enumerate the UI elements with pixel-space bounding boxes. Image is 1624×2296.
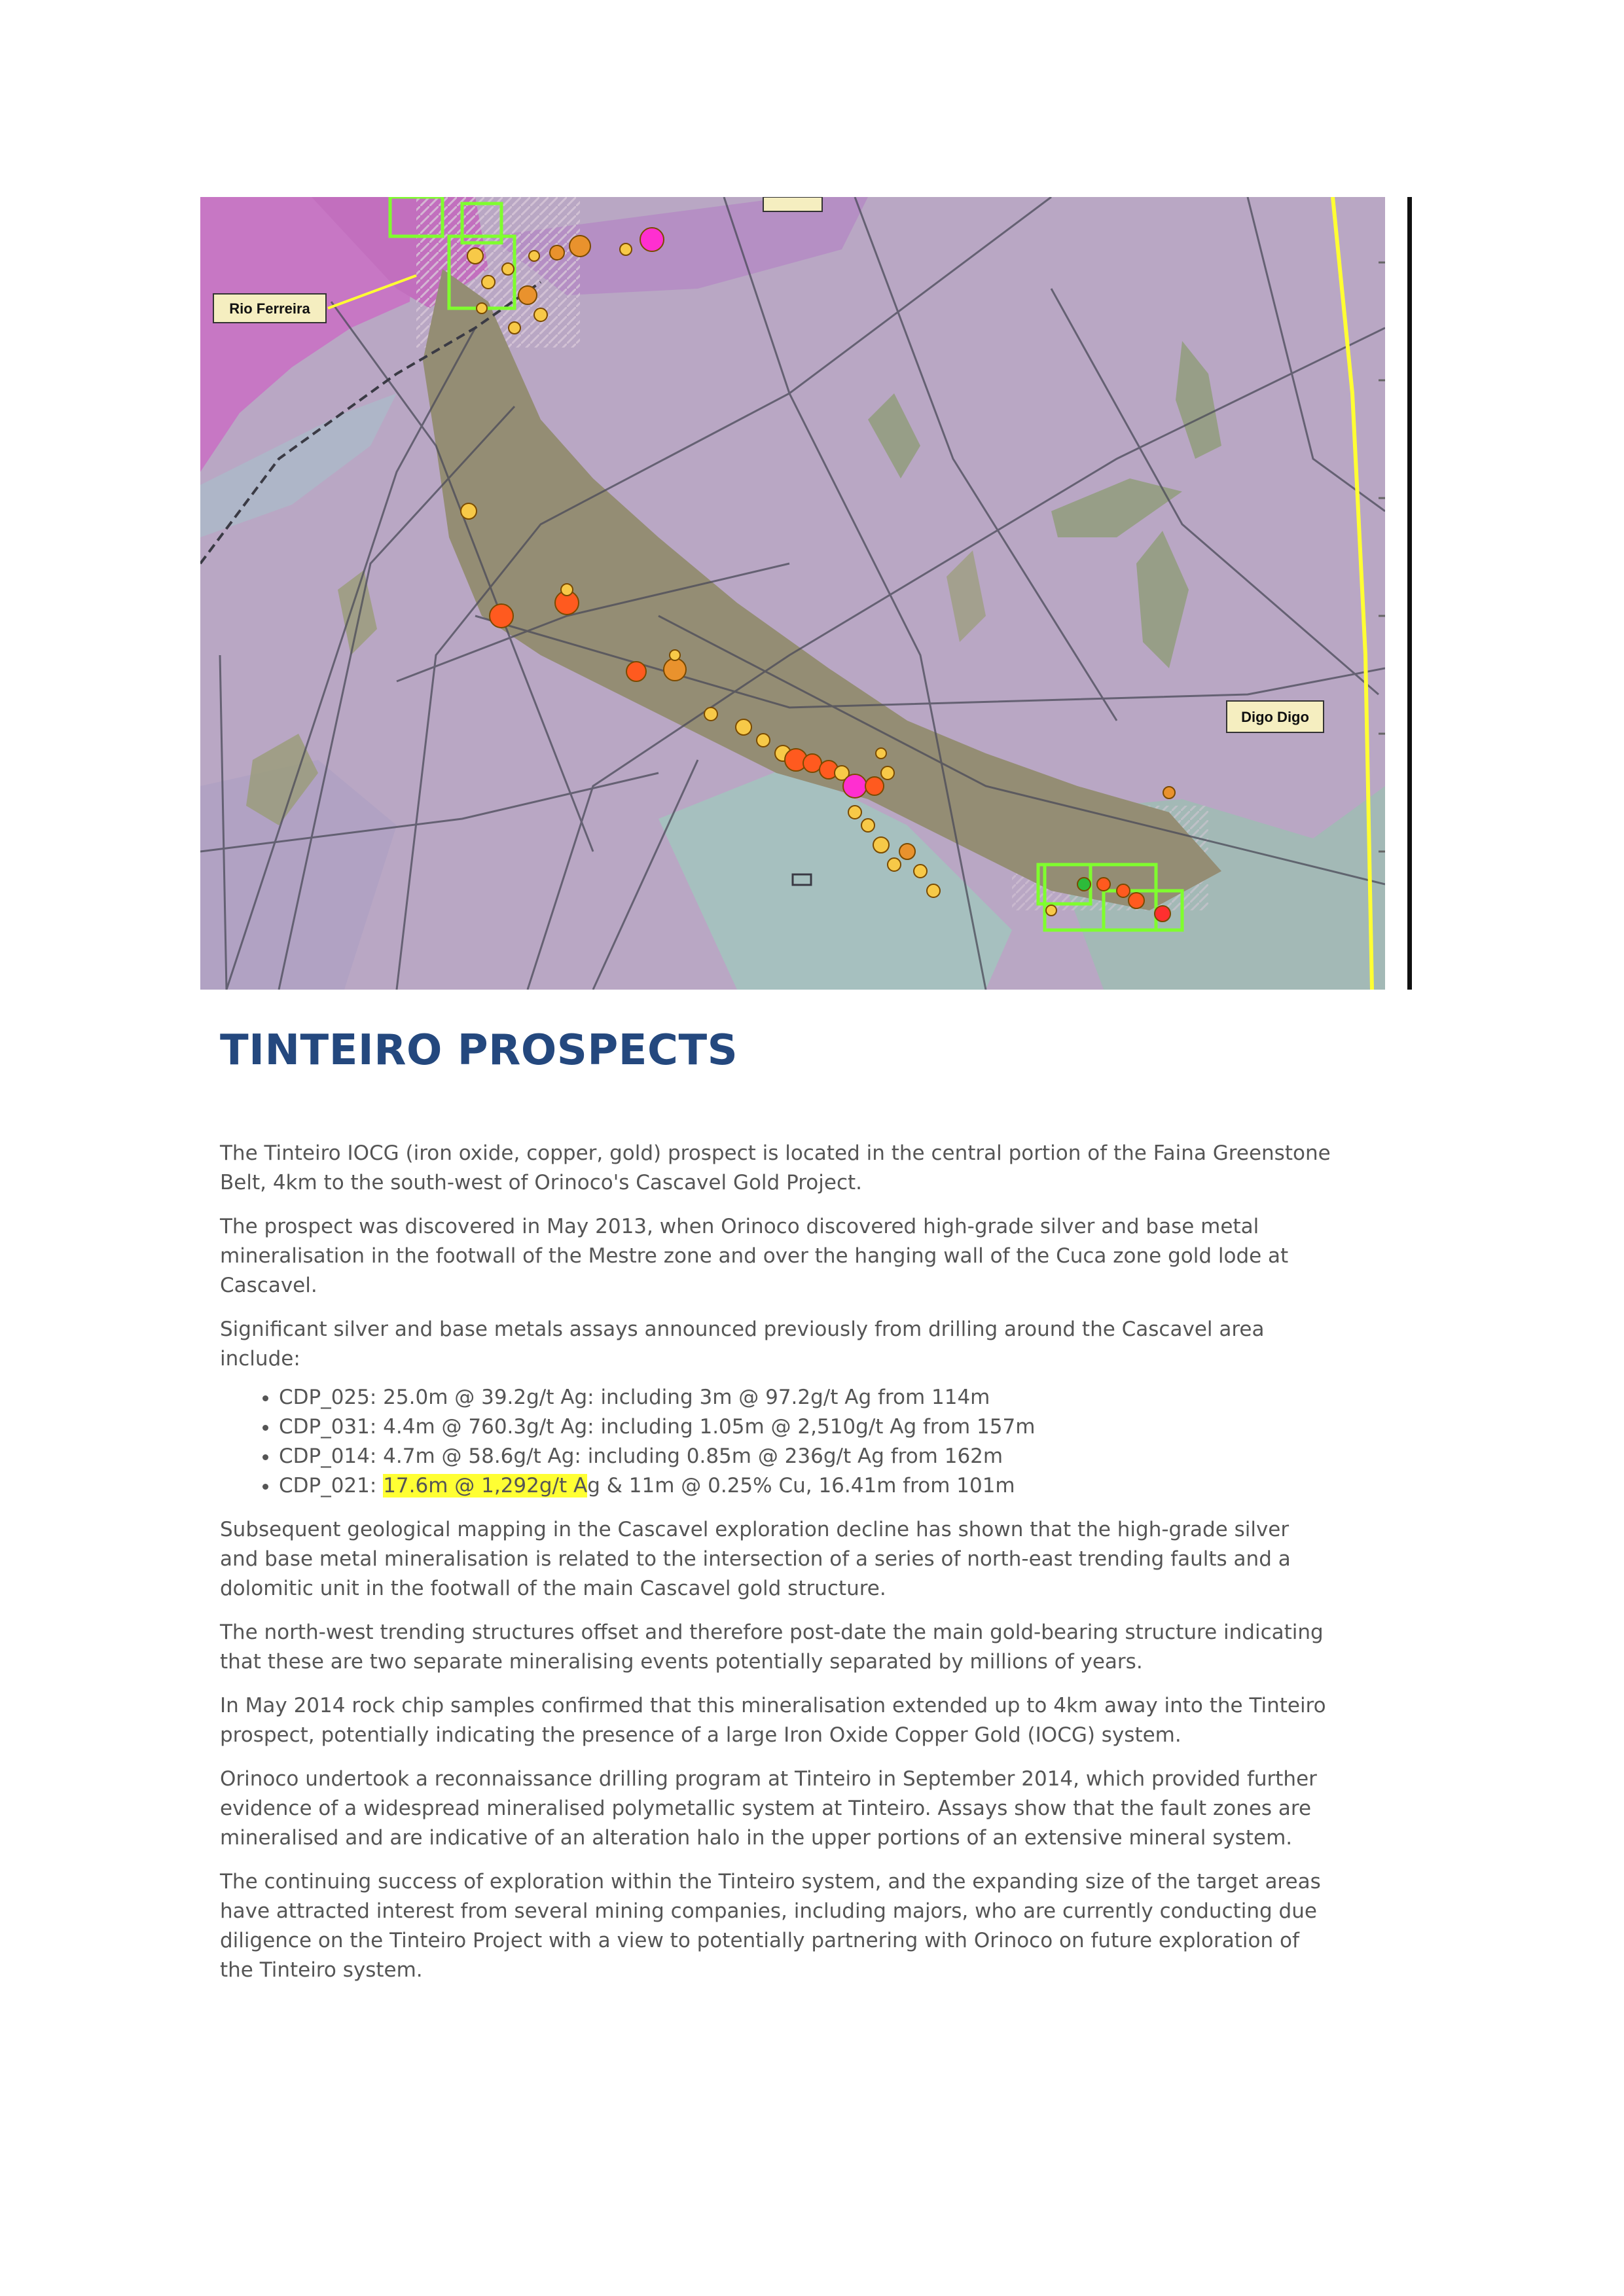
map-label-digo-digo: Digo Digo: [1241, 709, 1309, 725]
map-label-rio-ferreira: Rio Ferreira: [229, 300, 310, 317]
label-box-top: [763, 197, 822, 211]
paragraph: Orinoco undertook a reconnaissance drilling program at Tinteiro in September 2014, which provided further evidence of a widespread mineralised polymetallic system at Tinteiro. Assays show that the fault zones are mineralised and are indicative of an alteration halo in the upper portions of an extensive mineral system.: [220, 1767, 1317, 1850]
paragraph: Subsequent geological mapping in the Cascavel exploration decline has shown that the high-grade silver and base metal mineralisation is related to the intersection of a series of north-east trending faults and a dolomitic unit in the footwall of the main Cascavel gold structure.: [220, 1518, 1291, 1600]
list-item-suffix: g & 11m @ 0.25% Cu, 16.41m from 101m: [587, 1474, 1015, 1498]
page-title: TINTEIRO PROSPECTS: [220, 1026, 738, 1075]
highlighted-text: 17.6m @ 1,292g/t A: [383, 1474, 588, 1498]
paragraph: The prospect was discovered in May 2013, when Orinoco discovered high-grade silver and base metal mineralisation in the footwall of the Mestre zone and over the hanging wall of the Cuca zone gold lode at Cascavel.: [220, 1215, 1289, 1297]
map-border-line: [1407, 197, 1412, 990]
list-item: [279, 1471, 1333, 1501]
paragraph: In May 2014 rock chip samples confirmed that this mineralisation extended up to 4km away into the Tinteiro prospect, potentially indicating the presence of a large Iron Oxide Copper Gold (IOCG) system.: [220, 1694, 1326, 1747]
geological-map: [200, 197, 1385, 990]
list-item-prefix: CDP_021:: [279, 1474, 384, 1498]
list-item: • CDP_025: 25.0m @ 39.2g/t Ag: including 3m @ 97.2g/t Ag from 114m: [279, 1383, 1333, 1412]
paragraph: Significant silver and base metals assays announced previously from drilling around the Cascavel area include:: [220, 1318, 1265, 1371]
list-item: • CDP_031: 4.4m @ 760.3g/t Ag: including 1.05m @ 2,510g/t Ag from 157m: [279, 1412, 1333, 1442]
paragraph: The north-west trending structures offset and therefore post-date the main gold-bearing structure indicating that these are two separate mineralising events potentially separated by millions of years.: [220, 1621, 1324, 1674]
assay-list: [220, 1383, 1333, 1501]
paragraph: The continuing success of exploration within the Tinteiro system, and the expanding size of the target areas have attracted interest from several mining companies, including majors, who are currently conducting due diligence on the Tinteiro Project with a view to potentially partnering with Orinoco on future exploration of the Tinteiro system.: [220, 1870, 1321, 1982]
article-body: [220, 1139, 1333, 2000]
paragraph: The Tinteiro IOCG (iron oxide, copper, gold) prospect is located in the central portion of the Faina Greenstone Belt, 4km to the south-west of Orinoco's Cascavel Gold Project.: [220, 1141, 1331, 1194]
list-item: • CDP_014: 4.7m @ 58.6g/t Ag: including 0.85m @ 236g/t Ag from 162m: [279, 1442, 1333, 1471]
